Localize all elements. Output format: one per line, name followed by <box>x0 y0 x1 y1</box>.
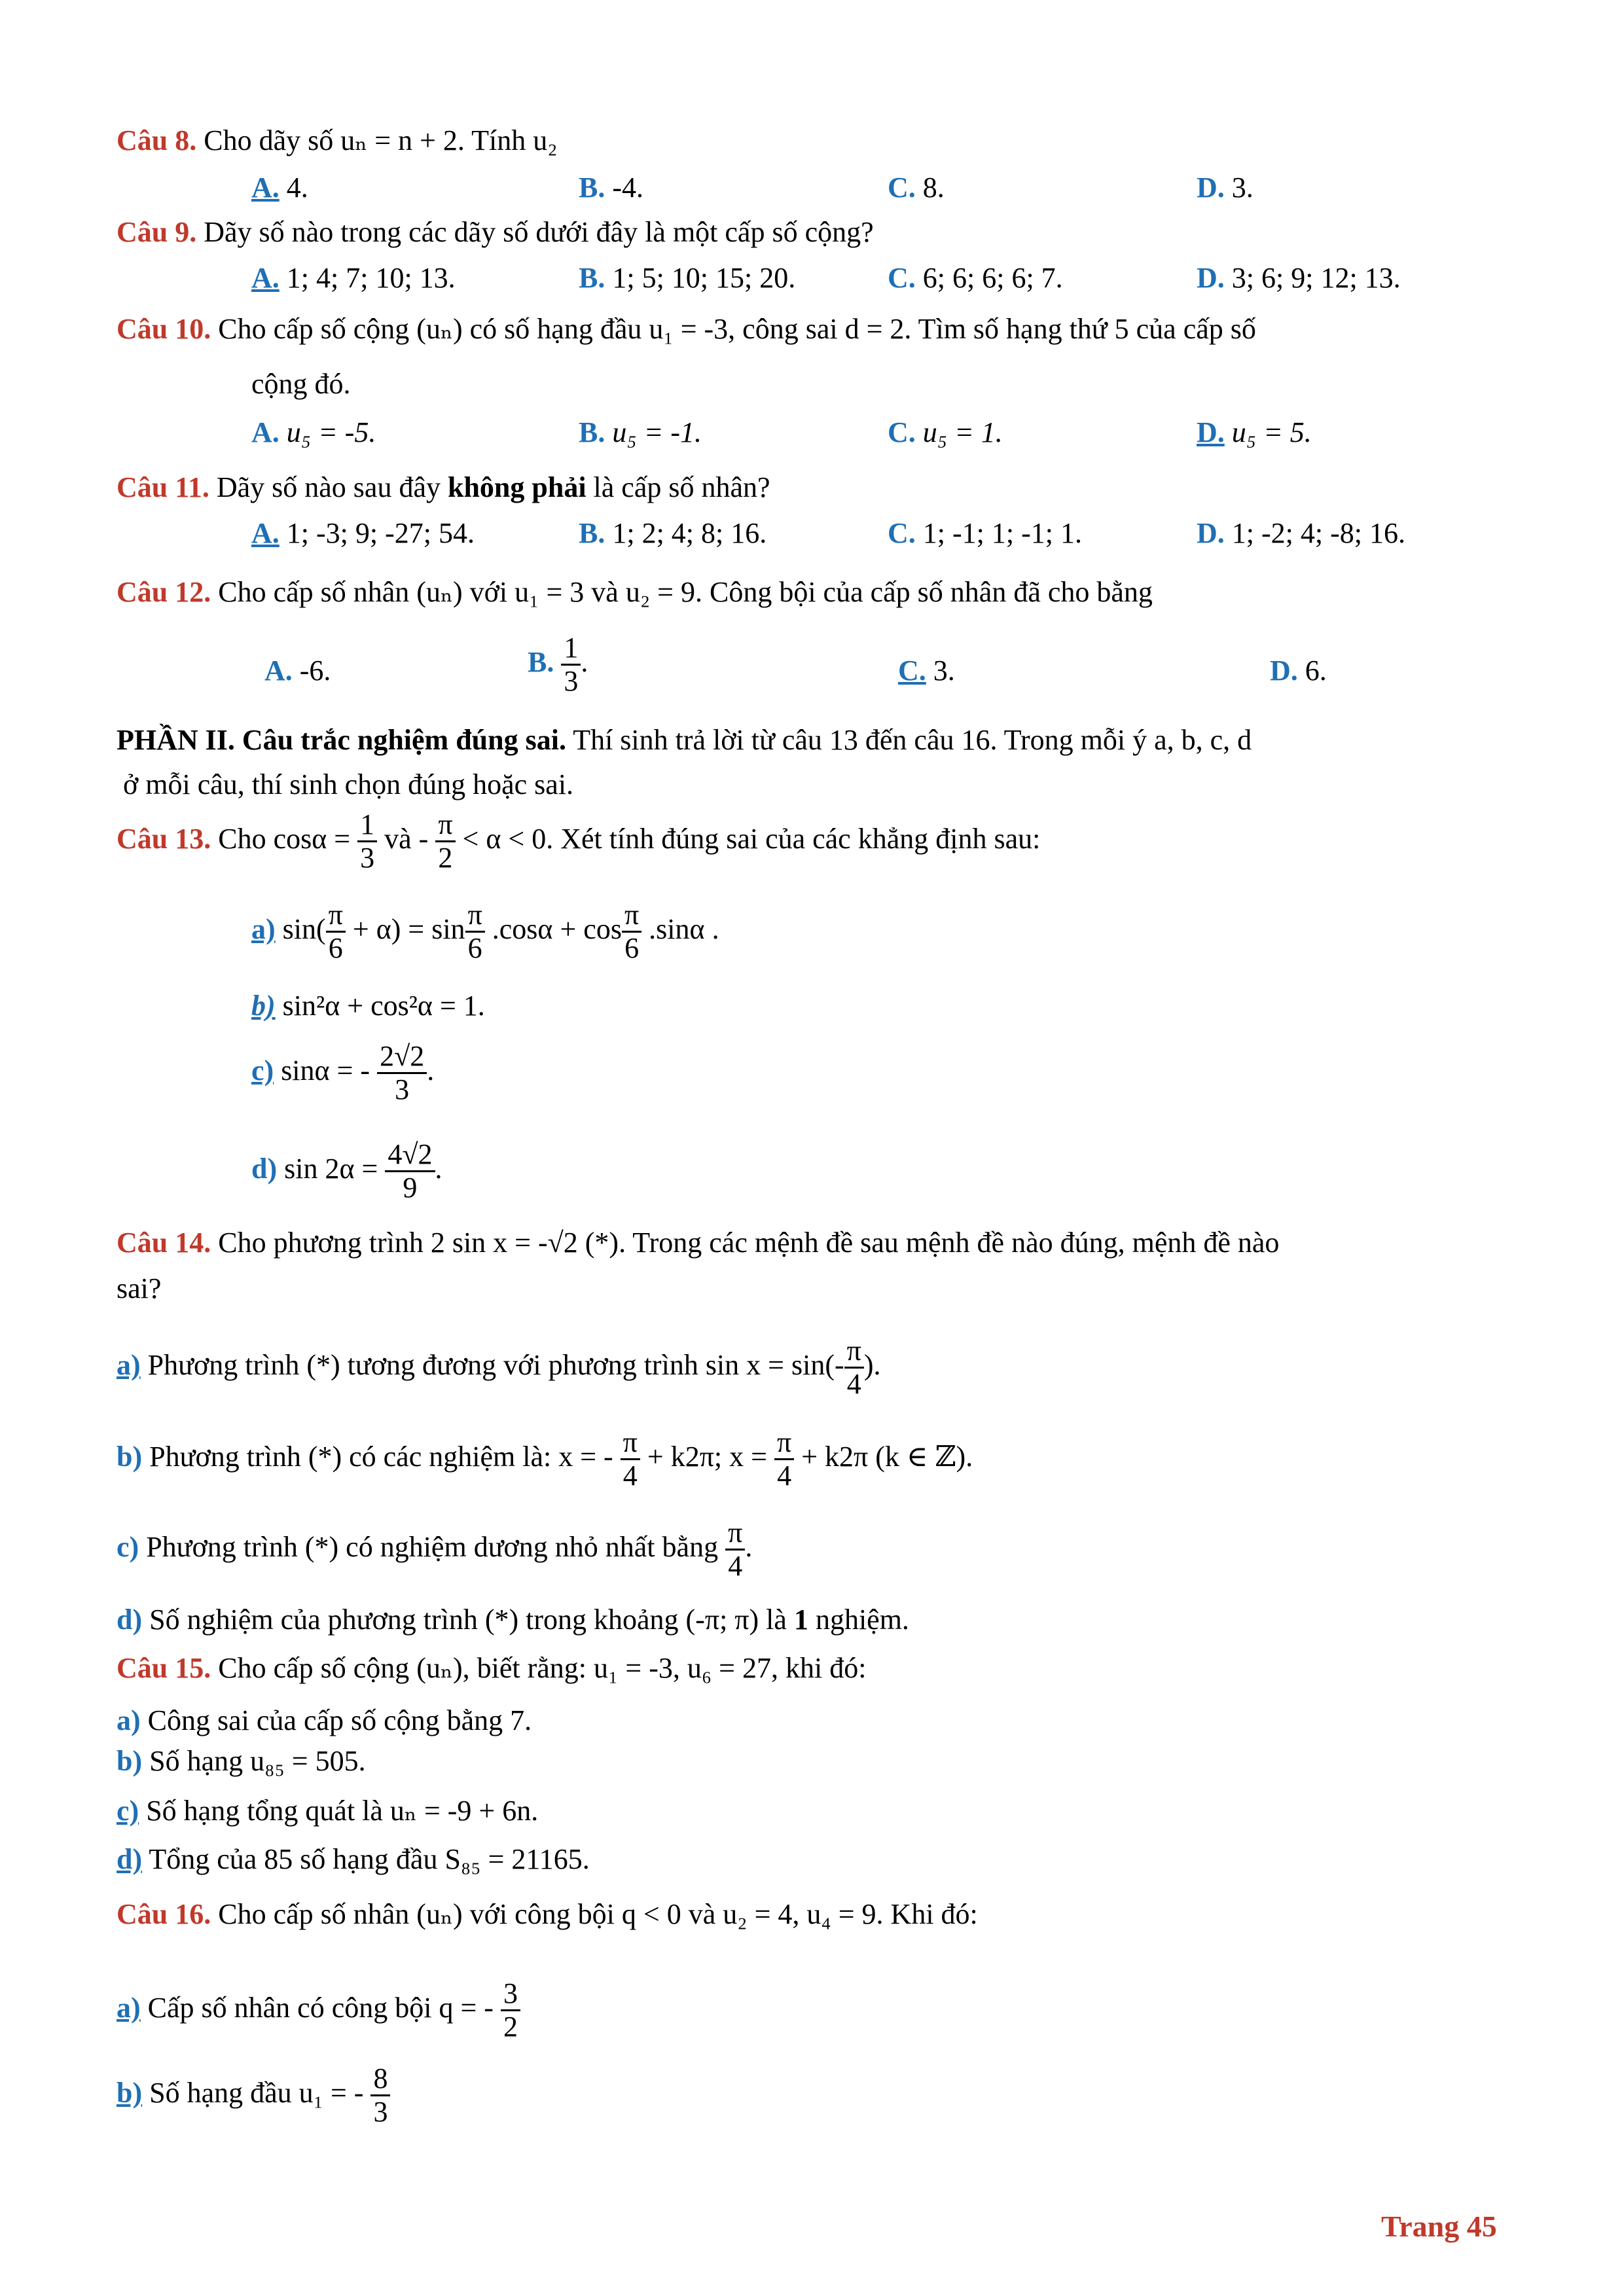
q10-option-b-value: u₅ = -1. <box>612 416 702 448</box>
q14-b-fraction-2 <box>774 1427 794 1492</box>
q13-a-n3: π <box>622 899 641 933</box>
q15-c-letter: c) <box>117 1795 139 1827</box>
q14-c-post: . <box>745 1530 753 1563</box>
q14-stem-cont: sai? <box>117 1272 162 1304</box>
q10-option-b-letter: B. <box>579 416 605 448</box>
q14-c-num: π <box>725 1517 745 1551</box>
part2-text-cont: ở mỗi câu, thí sinh chọn đúng hoặc sai. <box>123 768 574 800</box>
q14-b-letter: b) <box>117 1440 143 1473</box>
q8-text: Cho dãy số uₙ = n + 2. Tính u₂ <box>204 124 558 156</box>
q11-option-c <box>888 517 1082 550</box>
q9-option-d <box>1197 262 1401 295</box>
q13-a-p3: .cosα + cos <box>492 912 622 945</box>
q8-option-d <box>1197 171 1254 205</box>
q15-text: Cho cấp số cộng (uₙ), biết rằng: u₁ = -3, u₆ = 27, khi đó: <box>218 1652 867 1684</box>
q16-item-b <box>117 2063 390 2128</box>
q13-post: < α < 0. Xét tính đúng sai của các khẳng định sau: <box>462 822 1041 855</box>
q16-item-a <box>117 1978 520 2043</box>
q9-option-a-letter: A. <box>251 262 280 294</box>
q12-option-a-value: -6. <box>299 655 331 687</box>
q11-text-post: là cấp số nhân? <box>593 471 770 503</box>
q13-d-pre: sin 2α = <box>284 1152 378 1185</box>
q14-b-num: π <box>621 1427 640 1460</box>
page-number: Trang 45 <box>1381 2210 1497 2243</box>
q13-a-frac3 <box>622 899 641 965</box>
q13-a-n1: π <box>326 899 346 933</box>
q9-option-a <box>251 262 456 295</box>
q13-item-d <box>251 1139 442 1204</box>
q14-d-letter: d) <box>117 1604 143 1636</box>
q13-a-frac1 <box>326 899 346 965</box>
q15-b-letter: b) <box>117 1745 143 1777</box>
q13-a-p2: + α) = sin <box>352 912 465 945</box>
q8-option-c-value: 8. <box>922 171 945 204</box>
q15-d-text: Tổng của 85 số hạng đầu S₈₅ = 21165. <box>149 1843 590 1875</box>
q11-option-b-letter: B. <box>579 517 605 549</box>
q8-option-b-letter: B. <box>579 171 605 204</box>
q13-d-den: 9 <box>403 1172 418 1204</box>
q9-option-d-letter: D. <box>1197 262 1225 294</box>
q9-option-c <box>888 262 1063 295</box>
q9-option-a-value: 1; 4; 7; 10; 13. <box>286 262 456 294</box>
q13-num2: π <box>435 809 455 842</box>
part2-text: Thí sinh trả lời từ câu 13 đến câu 16. Trong mỗi ý a, b, c, d <box>573 724 1252 756</box>
q14-b-den: 4 <box>623 1460 638 1492</box>
q11-option-c-value: 1; -1; 1; -1; 1. <box>922 517 1082 549</box>
q14-b-den2: 4 <box>777 1460 792 1492</box>
q13-d-post: . <box>435 1152 442 1185</box>
q14-b-pre: Phương trình (*) có các nghiệm là: x = - <box>149 1440 613 1473</box>
q10-option-d <box>1197 416 1312 450</box>
q10-option-d-value: u₅ = 5. <box>1231 416 1312 448</box>
q14-a-num: π <box>844 1335 864 1369</box>
q10-option-c <box>888 416 1003 450</box>
q15-c-text: Số hạng tổng quát là uₙ = -9 + 6n. <box>146 1795 539 1827</box>
q13-a-n2: π <box>465 899 485 933</box>
q15-d-letter: d) <box>117 1843 143 1875</box>
q13-den: 3 <box>360 842 375 874</box>
q11-option-b <box>579 517 767 550</box>
q10-option-a <box>251 416 376 450</box>
q12-option-d-letter: D. <box>1270 655 1298 687</box>
q11-text-pre: Dãy số nào sau đây <box>216 471 441 503</box>
q8-label: Câu 8. <box>117 124 197 156</box>
q13-item-b <box>251 990 485 1023</box>
q14-a-den: 4 <box>846 1368 861 1401</box>
q14-a-letter: a) <box>117 1348 141 1381</box>
q13-pre: Cho cosα = <box>218 822 351 855</box>
q8-option-d-value: 3. <box>1231 171 1254 204</box>
q12-option-d-value: 6. <box>1305 655 1327 687</box>
q14-item-c <box>117 1517 752 1583</box>
q13-a-d1: 6 <box>328 932 343 965</box>
q8-option-b <box>579 171 643 205</box>
q12-option-b-num: 1 <box>561 632 581 666</box>
q16-b-fraction <box>370 2063 390 2128</box>
q13-a-frac2 <box>465 899 485 965</box>
q12-option-b-den: 3 <box>564 665 579 698</box>
q14-item-d <box>117 1604 909 1637</box>
q13-a-letter: a) <box>251 912 276 945</box>
q13-b-letter: b) <box>251 990 276 1022</box>
q10-text: Cho cấp số cộng (uₙ) có số hạng đầu u₁ = -3, công sai d = 2. Tìm số hạng thứ 5 của cấp số <box>218 313 1256 345</box>
q13-d-letter: d) <box>251 1152 278 1185</box>
q12-option-a-letter: A. <box>264 655 293 687</box>
q14-b-fraction-1 <box>621 1427 640 1492</box>
q14-label: Câu 14. <box>117 1227 211 1259</box>
q16-b-num: 8 <box>370 2063 390 2096</box>
q14-text: Cho phương trình 2 sin x = -√2 (*). Trong các mệnh đề sau mệnh đề nào đúng, mệnh đề nào <box>218 1227 1280 1259</box>
part2-title: PHẦN II. Câu trắc nghiệm đúng sai. <box>117 724 566 756</box>
q14-c-den: 4 <box>728 1550 743 1583</box>
q15-label: Câu 15. <box>117 1652 211 1684</box>
q9-label: Câu 9. <box>117 216 197 248</box>
q14-c-letter: c) <box>117 1530 139 1563</box>
q12-text: Cho cấp số nhân (uₙ) với u₁ = 3 và u₂ = 9. Công bội của cấp số nhân đã cho bằng <box>218 576 1153 608</box>
q16-a-letter: a) <box>117 1991 141 2024</box>
q15-b-text: Số hạng u₈₅ = 505. <box>149 1745 366 1777</box>
q12-label: Câu 12. <box>117 576 211 608</box>
q14-a-fraction <box>844 1335 864 1401</box>
q13-fraction-2 <box>435 809 455 874</box>
q10-option-d-letter: D. <box>1197 416 1225 448</box>
q13-fraction-1 <box>357 809 377 874</box>
q16-b-pre: Số hạng đầu u₁ = - <box>149 2076 364 2109</box>
q13-c-letter: c) <box>251 1054 274 1086</box>
q9-option-b-value: 1; 5; 10; 15; 20. <box>612 262 796 294</box>
q15-item-c <box>117 1795 538 1828</box>
q10-option-a-letter: A. <box>251 416 280 448</box>
q15-a-letter: a) <box>117 1704 141 1736</box>
q9-stem <box>117 216 874 249</box>
q9-option-b-letter: B. <box>579 262 605 294</box>
q14-a-post: ). <box>863 1348 881 1381</box>
q8-option-b-value: -4. <box>612 171 644 204</box>
q13-item-a <box>251 899 719 965</box>
q8-option-a <box>251 171 308 205</box>
q16-stem <box>117 1898 978 1931</box>
part2-heading <box>117 724 1252 757</box>
q13-a-d2: 6 <box>467 932 482 965</box>
q11-option-b-value: 1; 2; 4; 8; 16. <box>612 517 767 549</box>
q10-option-c-letter: C. <box>888 416 916 448</box>
q16-a-num: 3 <box>501 1978 520 2011</box>
q11-stem <box>117 471 770 505</box>
q13-num: 1 <box>357 809 377 842</box>
q12-option-c <box>898 655 955 688</box>
q13-c-fraction <box>377 1041 427 1106</box>
q13-mid: và - <box>384 822 429 855</box>
q14-a-pre: Phương trình (*) tương đương với phương trình sin x = sin(- <box>147 1348 844 1381</box>
q9-option-b <box>579 262 795 295</box>
q11-text-bold: không phải <box>447 471 586 503</box>
q15-a-text: Công sai của cấp số cộng bằng 7. <box>147 1704 532 1736</box>
q13-a-d3: 6 <box>624 932 640 965</box>
q16-text: Cho cấp số nhân (uₙ) với công bội q < 0 và u₂ = 4, u₄ = 9. Khi đó: <box>218 1898 978 1930</box>
q14-b-num2: π <box>774 1427 794 1460</box>
q13-stem <box>117 809 1040 874</box>
q9-option-c-value: 6; 6; 6; 6; 7. <box>922 262 1063 294</box>
q13-item-c <box>251 1041 434 1106</box>
q15-stem <box>117 1652 866 1685</box>
q12-option-a <box>264 655 331 688</box>
q14-d-bold: 1 <box>793 1604 808 1636</box>
q15-item-d <box>117 1843 590 1876</box>
q8-stem <box>117 124 558 158</box>
q13-d-num: 4√2 <box>385 1139 435 1172</box>
q8-option-c <box>888 171 945 205</box>
q10-option-b <box>579 416 702 450</box>
q8-option-a-value: 4. <box>286 171 308 204</box>
q14-item-b <box>117 1427 973 1492</box>
q9-text: Dãy số nào trong các dãy số dưới đây là một cấp số cộng? <box>204 216 874 248</box>
q8-option-c-letter: C. <box>888 171 916 204</box>
q9-option-d-value: 3; 6; 9; 12; 13. <box>1231 262 1401 294</box>
q8-option-a-letter: A. <box>251 171 280 204</box>
q12-option-b-fraction <box>561 632 581 698</box>
q12-stem <box>117 576 1153 609</box>
q11-option-a-letter: A. <box>251 517 280 549</box>
q12-option-b <box>528 632 588 698</box>
q13-c-den: 3 <box>395 1073 410 1106</box>
q13-d-fraction <box>385 1139 435 1204</box>
q13-label: Câu 13. <box>117 822 211 855</box>
q13-c-num: 2√2 <box>377 1041 427 1074</box>
q14-b-mid: + k2π; x = <box>647 1440 767 1473</box>
q10-stem <box>117 313 1256 346</box>
q13-b-text: sin²α + cos²α = 1. <box>282 990 485 1022</box>
q16-b-letter: b) <box>117 2076 143 2109</box>
q14-c-pre: Phương trình (*) có nghiệm dương nhỏ nhất bằng <box>146 1530 719 1563</box>
q12-option-b-tail: . <box>581 645 588 678</box>
q13-a-p4: .sinα . <box>649 912 719 945</box>
q14-b-post: + k2π (k ∈ ℤ). <box>801 1440 973 1473</box>
q10-stem-cont: cộng đó. <box>251 368 351 400</box>
q10-label: Câu 10. <box>117 313 211 345</box>
q11-label: Câu 11. <box>117 471 209 503</box>
q12-option-c-letter: C. <box>898 655 926 687</box>
q15-item-a <box>117 1704 532 1738</box>
q11-option-d-letter: D. <box>1197 517 1225 549</box>
q10-option-c-value: u₅ = 1. <box>922 416 1003 448</box>
q12-option-d <box>1270 655 1327 688</box>
q14-c-fraction <box>725 1517 745 1583</box>
q16-a-pre: Cấp số nhân có công bội q = - <box>147 1991 494 2024</box>
q12-option-b-letter: B. <box>528 645 554 678</box>
q14-item-a <box>117 1335 881 1401</box>
q11-option-a-value: 1; -3; 9; -27; 54. <box>286 517 475 549</box>
q13-c-post: . <box>427 1054 435 1086</box>
q16-label: Câu 16. <box>117 1898 211 1930</box>
q14-d-post: nghiệm. <box>815 1604 909 1636</box>
q13-c-pre: sinα = - <box>281 1054 370 1086</box>
q12-option-c-value: 3. <box>933 655 955 687</box>
q16-a-den: 2 <box>503 2011 518 2043</box>
q16-b-den: 3 <box>373 2096 388 2128</box>
q10-option-a-value: u₅ = -5. <box>286 416 376 448</box>
q15-item-b <box>117 1745 366 1778</box>
q14-d-pre: Số nghiệm của phương trình (*) trong khoảng (-π; π) là <box>149 1604 787 1636</box>
q13-a-p1: sin( <box>282 912 326 945</box>
q11-option-a <box>251 517 475 550</box>
q9-option-c-letter: C. <box>888 262 916 294</box>
q16-a-fraction <box>501 1978 520 2043</box>
q11-option-d-value: 1; -2; 4; -8; 16. <box>1231 517 1405 549</box>
q8-option-d-letter: D. <box>1197 171 1225 204</box>
q11-option-c-letter: C. <box>888 517 916 549</box>
q13-den2: 2 <box>438 842 453 874</box>
q14-stem <box>117 1227 1279 1260</box>
q11-option-d <box>1197 517 1405 550</box>
